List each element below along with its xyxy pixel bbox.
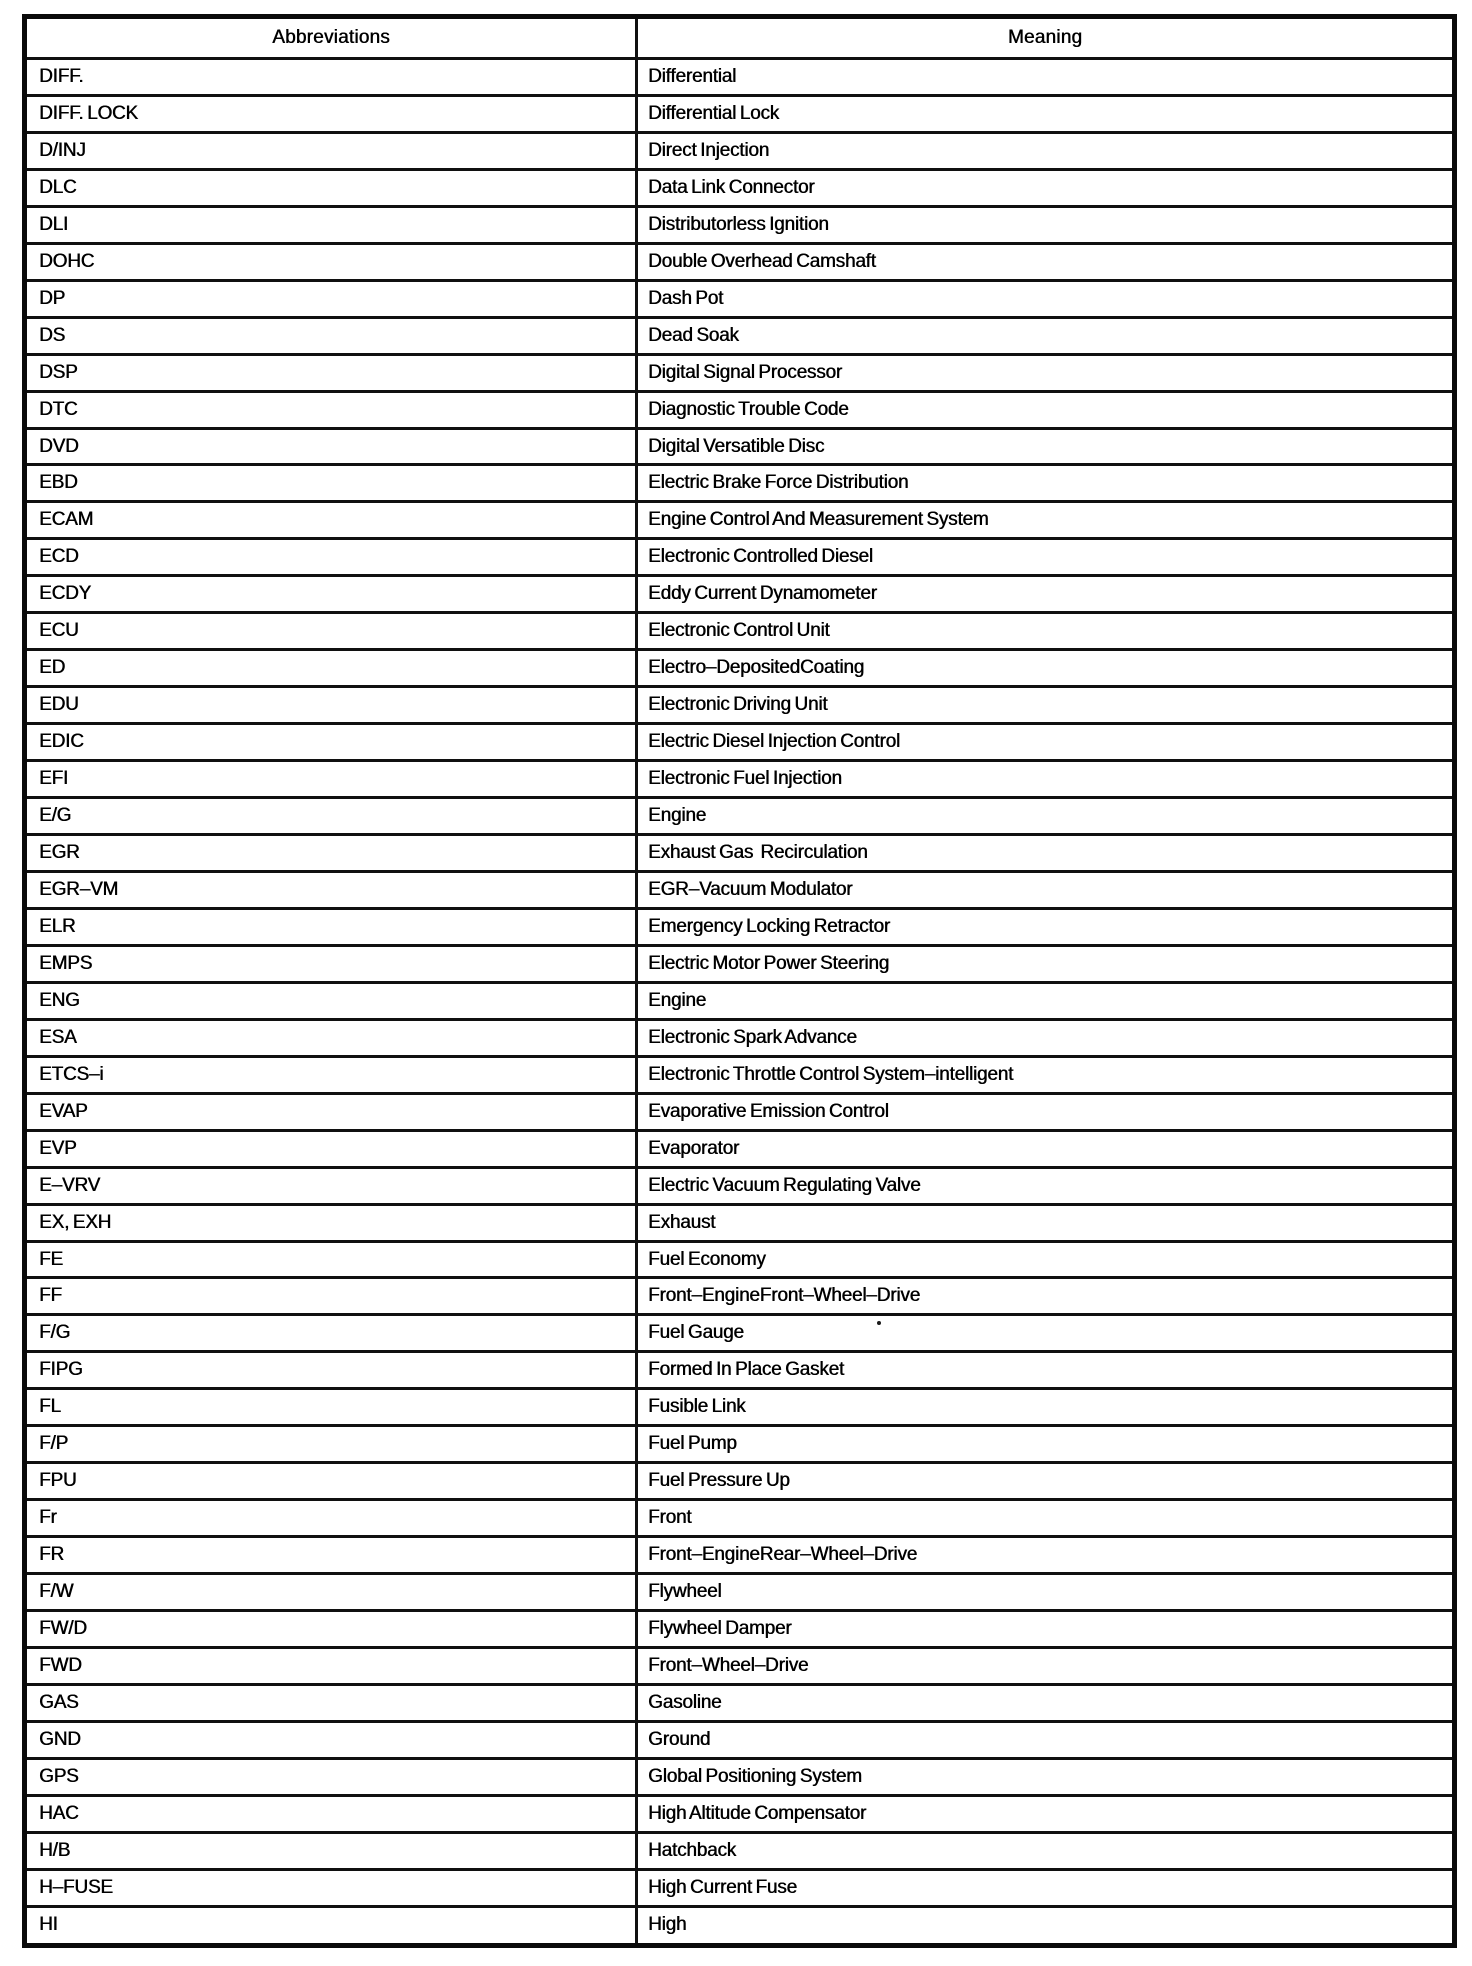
table-row [25,1869,1455,1906]
meaning-cell: Direct Injection [637,132,1455,169]
table-row [25,1906,1455,1945]
abbreviation-cell: DIFF. [25,59,637,96]
meaning-cell: Global Positioning System [637,1758,1455,1795]
table-row [25,1352,1455,1389]
table-row [25,1795,1455,1832]
abbreviation-cell: EGR–VM [25,871,637,908]
abbreviation-cell: DTC [25,391,637,428]
meaning-cell: Fuel Pressure Up [637,1463,1455,1500]
meaning-cell: Diagnostic Trouble Code [637,391,1455,428]
meaning-cell: Front [637,1500,1455,1537]
table-row [25,539,1455,576]
meaning-cell: Front–EngineRear–Wheel–Drive [637,1537,1455,1574]
abbreviation-cell: EMPS [25,945,637,982]
abbreviation-cell: FWD [25,1647,637,1684]
table-row [25,465,1455,502]
meaning-cell: Electro–DepositedCoating [637,650,1455,687]
table-header-row [25,17,1455,59]
meaning-cell: Differential Lock [637,95,1455,132]
meaning-cell: Fuel Economy [637,1241,1455,1278]
meaning-cell: Dead Soak [637,317,1455,354]
abbreviation-cell: ED [25,650,637,687]
meaning-cell: Electronic Control Unit [637,613,1455,650]
abbreviation-cell: DLI [25,206,637,243]
abbreviation-cell: ETCS–i [25,1056,637,1093]
abbreviation-cell: FIPG [25,1352,637,1389]
table-row [25,502,1455,539]
abbreviation-cell: DOHC [25,243,637,280]
scan-artifact-dot [877,1321,881,1325]
table-row [25,1204,1455,1241]
abbreviations-table [22,14,1457,1948]
table-row [25,1130,1455,1167]
abbreviation-cell: ENG [25,982,637,1019]
table-row [25,576,1455,613]
table-row [25,1574,1455,1611]
table-row [25,1056,1455,1093]
table-row [25,1832,1455,1869]
abbreviation-cell: DSP [25,354,637,391]
table-row [25,871,1455,908]
meaning-cell: Fusible Link [637,1389,1455,1426]
abbreviation-cell: FW/D [25,1611,637,1648]
table-row [25,835,1455,872]
abbreviation-cell: EVP [25,1130,637,1167]
abbreviation-cell: E–VRV [25,1167,637,1204]
abbreviation-cell: ECDY [25,576,637,613]
abbreviation-cell: DLC [25,169,637,206]
abbreviation-cell: FE [25,1241,637,1278]
table-row [25,1684,1455,1721]
abbreviations-column-header: Abbreviations [25,17,637,59]
table-row [25,354,1455,391]
table-row [25,1241,1455,1278]
table-row [25,798,1455,835]
abbreviation-cell: ELR [25,908,637,945]
table-row [25,724,1455,761]
abbreviation-cell: FF [25,1278,637,1315]
meaning-cell: Front–EngineFront–Wheel–Drive [637,1278,1455,1315]
table-row [25,1093,1455,1130]
abbreviation-cell: ESA [25,1019,637,1056]
meaning-cell: Double Overhead Camshaft [637,243,1455,280]
meaning-cell: EGR–Vacuum Modulator [637,871,1455,908]
table-row [25,169,1455,206]
table-row [25,280,1455,317]
table-row [25,206,1455,243]
meaning-cell: Fuel Pump [637,1426,1455,1463]
abbreviation-cell: Fr [25,1500,637,1537]
meaning-cell: Engine Control And Measurement System [637,502,1455,539]
meaning-cell: High [637,1906,1455,1945]
meaning-cell: Electronic Driving Unit [637,687,1455,724]
meaning-cell: Electric Brake Force Distribution [637,465,1455,502]
meaning-cell: Electric Diesel Injection Control [637,724,1455,761]
meaning-cell: High Current Fuse [637,1869,1455,1906]
abbreviation-cell: ECU [25,613,637,650]
meaning-cell: Differential [637,59,1455,96]
meaning-cell: Electronic Spark Advance [637,1019,1455,1056]
abbreviation-cell: H–FUSE [25,1869,637,1906]
meaning-cell: Engine [637,982,1455,1019]
abbreviation-cell: DS [25,317,637,354]
table-row [25,613,1455,650]
abbreviation-cell: GAS [25,1684,637,1721]
table-row [25,687,1455,724]
meaning-cell: Front–Wheel–Drive [637,1647,1455,1684]
abbreviation-cell: F/P [25,1426,637,1463]
meaning-column-header: Meaning [637,17,1455,59]
meaning-cell: Flywheel [637,1574,1455,1611]
meaning-cell: Eddy Current Dynamometer [637,576,1455,613]
meaning-cell: Exhaust [637,1204,1455,1241]
table-row [25,1019,1455,1056]
table-row [25,1721,1455,1758]
meaning-cell: Electronic Controlled Diesel [637,539,1455,576]
table-row [25,1463,1455,1500]
abbreviation-cell: EGR [25,835,637,872]
table-row [25,1611,1455,1648]
meaning-cell: Digital Versatible Disc [637,428,1455,465]
meaning-cell: Evaporative Emission Control [637,1093,1455,1130]
meaning-cell: High Altitude Compensator [637,1795,1455,1832]
table-body [25,59,1455,1946]
abbreviation-cell: EDU [25,687,637,724]
abbreviation-cell: DIFF. LOCK [25,95,637,132]
meaning-cell: Exhaust Gas Recirculation [637,835,1455,872]
abbreviation-cell: F/W [25,1574,637,1611]
table-row [25,1389,1455,1426]
table-row [25,908,1455,945]
meaning-cell: Distributorless Ignition [637,206,1455,243]
meaning-cell: Electric Motor Power Steering [637,945,1455,982]
abbreviation-cell: DVD [25,428,637,465]
table-row [25,1537,1455,1574]
abbreviation-cell: H/B [25,1832,637,1869]
table-row [25,317,1455,354]
meaning-cell: Dash Pot [637,280,1455,317]
meaning-cell: Evaporator [637,1130,1455,1167]
meaning-cell: Fuel Gauge [637,1315,1455,1352]
table-row [25,761,1455,798]
table-row [25,1315,1455,1352]
meaning-cell: Hatchback [637,1832,1455,1869]
abbreviation-cell: EBD [25,465,637,502]
table-row [25,243,1455,280]
abbreviation-cell: FR [25,1537,637,1574]
abbreviation-cell: GPS [25,1758,637,1795]
table-row [25,650,1455,687]
table-row [25,1278,1455,1315]
table-row [25,95,1455,132]
table-row [25,1758,1455,1795]
meaning-cell: Flywheel Damper [637,1611,1455,1648]
meaning-cell: Data Link Connector [637,169,1455,206]
table-row [25,391,1455,428]
abbreviation-cell: EDIC [25,724,637,761]
abbreviation-cell: D/INJ [25,132,637,169]
table-row [25,1167,1455,1204]
table-row [25,59,1455,96]
abbreviation-cell: EX, EXH [25,1204,637,1241]
table-row [25,428,1455,465]
abbreviation-cell: HI [25,1906,637,1945]
abbreviation-cell: DP [25,280,637,317]
meaning-cell: Digital Signal Processor [637,354,1455,391]
table-row [25,982,1455,1019]
abbreviation-cell: EVAP [25,1093,637,1130]
abbreviation-cell: GND [25,1721,637,1758]
abbreviation-cell: F/G [25,1315,637,1352]
abbreviation-cell: E/G [25,798,637,835]
meaning-cell: Electronic Throttle Control System–intelligent [637,1056,1455,1093]
abbreviation-cell: ECD [25,539,637,576]
table-row [25,1500,1455,1537]
abbreviation-cell: HAC [25,1795,637,1832]
meaning-cell: Formed In Place Gasket [637,1352,1455,1389]
abbreviation-cell: EFI [25,761,637,798]
meaning-cell: Electronic Fuel Injection [637,761,1455,798]
table-row [25,1426,1455,1463]
meaning-cell: Emergency Locking Retractor [637,908,1455,945]
table-row [25,1647,1455,1684]
abbreviation-cell: FPU [25,1463,637,1500]
meaning-cell: Gasoline [637,1684,1455,1721]
table-row [25,132,1455,169]
abbreviation-cell: ECAM [25,502,637,539]
meaning-cell: Engine [637,798,1455,835]
meaning-cell: Ground [637,1721,1455,1758]
meaning-cell: Electric Vacuum Regulating Valve [637,1167,1455,1204]
table-row [25,945,1455,982]
abbreviation-cell: FL [25,1389,637,1426]
